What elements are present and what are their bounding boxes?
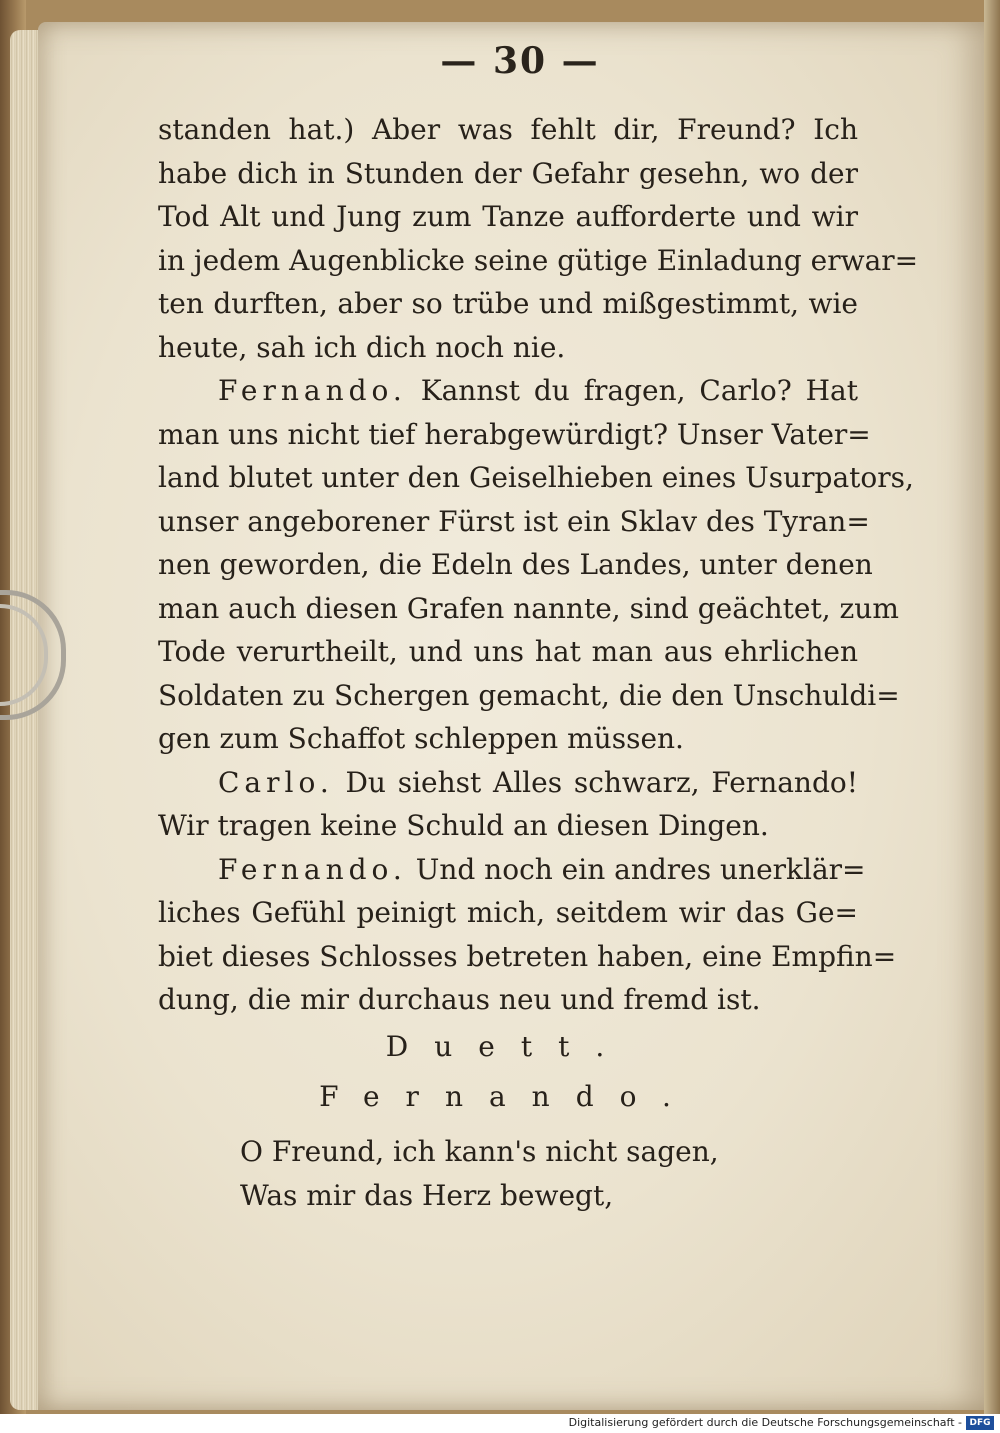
funding-credit: Digitalisierung gefördert durch die Deutsche Forschungsgemeinschaft - (568, 1416, 962, 1429)
text-line: Wir tragen keine Schuld an diesen Dingen. (158, 809, 769, 842)
text-line (158, 761, 858, 805)
dfg-logo: DFG (966, 1416, 994, 1430)
book-spine-shadow (984, 0, 1000, 1414)
verse-line: Was mir das Herz bewegt, (240, 1179, 614, 1212)
text-line: liches Gefühl peinigt mich, seitdem wir das Ge= (158, 896, 858, 929)
footer-bar (0, 1414, 1000, 1433)
body-text (158, 108, 919, 1022)
text-line: Tod Alt und Jung zum Tanze aufforderte und wir (158, 200, 858, 233)
text-line: Tode verurtheilt, und uns hat man aus ehrlichen (158, 635, 858, 668)
verse-speaker: Fernando. (319, 1080, 697, 1113)
text-line: unser angeborener Fürst ist ein Sklav des Tyran= (158, 504, 870, 538)
text-line: ten durften, aber so trübe und mißgestimmt, wie (158, 287, 858, 320)
text-line: dung, die mir durchaus neu und fremd ist. (158, 983, 761, 1016)
text-line: Soldaten zu Schergen gemacht, die den Unschuldi= (158, 678, 900, 712)
text-line: heute, sah ich dich noch nie. (158, 330, 566, 364)
text-line: in jedem Augenblicke seine gütige Einladung erwar= (158, 243, 919, 277)
speaker-name: Fernando. (218, 852, 407, 886)
speaker-name: Carlo. (218, 765, 334, 799)
speech-text: Und noch ein andres unerklär= (415, 852, 866, 886)
text-line: man auch diesen Grafen nannte, sind geächtet, zum (158, 591, 899, 625)
text-line (158, 848, 866, 892)
text-line: man uns nicht tief herabgewürdigt? Unser Vater= (158, 417, 871, 451)
text-line: land blutet unter den Geiselhieben eines Usurpators, (158, 461, 914, 494)
text-line: nen geworden, die Edeln des Landes, unter denen (158, 548, 873, 581)
text-line: standen hat.) Aber was fehlt dir, Freund? Ich (158, 113, 858, 146)
text-line: biet dieses Schlosses betreten haben, eine Empfin= (158, 939, 897, 973)
page-number: — 30 — (440, 40, 600, 82)
speech-text: Kannst du fragen, Carlo? Hat (420, 374, 858, 407)
text-line (158, 369, 858, 413)
text-line: gen zum Schaffot schleppen müssen. (158, 722, 684, 755)
speech-text: Du siehst Alles schwarz, Fernando! (345, 765, 858, 799)
text-line: habe dich in Stunden der Gefahr gesehn, wo der (158, 156, 858, 190)
section-heading: Duett. (385, 1030, 631, 1063)
verse-line: O Freund, ich kann's nicht sagen, (240, 1135, 719, 1168)
speaker-name: Fernando. (218, 374, 407, 407)
